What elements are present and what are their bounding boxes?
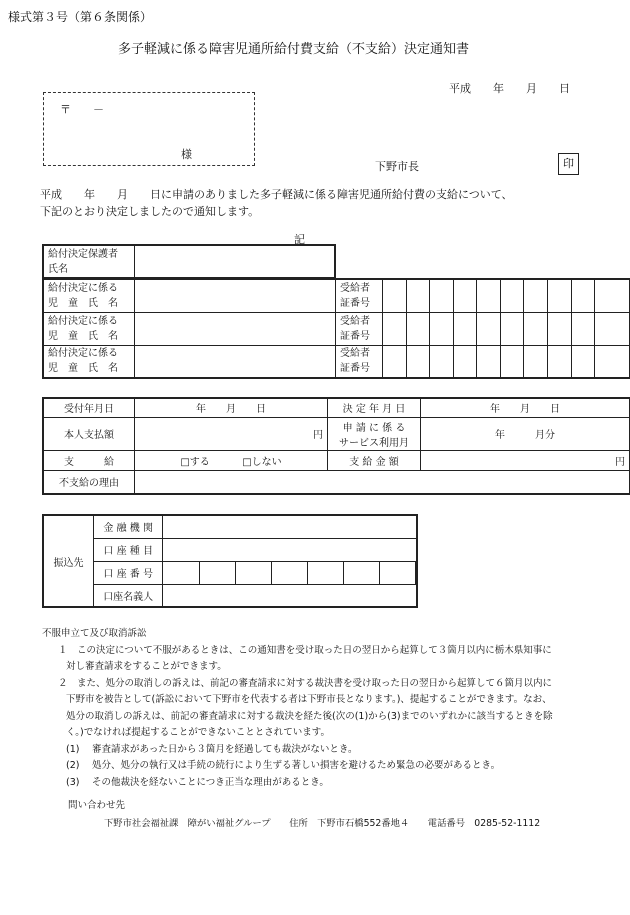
cert-no-digit-cell[interactable]: [595, 312, 630, 345]
guardian-name-cell[interactable]: [135, 245, 336, 278]
cert-no-digit-cell[interactable]: [595, 279, 630, 312]
cert-no-digit-cell[interactable]: [500, 345, 524, 378]
honorific: 様: [181, 148, 192, 161]
cert-no-label: 受給者 証番号: [336, 312, 383, 345]
account-no-digit-cell[interactable]: [379, 561, 415, 584]
self-pay-value[interactable]: 円: [135, 417, 328, 450]
self-pay-label: 本人支払額: [43, 417, 135, 450]
cert-no-digit-cell[interactable]: [383, 312, 407, 345]
child-name-label: 給付決定に係る 児 童 氏 名: [43, 345, 135, 378]
account-type-label: 口 座 種 目: [93, 538, 162, 561]
payment-options: [135, 450, 328, 470]
cert-no-digit-cell[interactable]: [477, 345, 501, 378]
cert-no-digit-cell[interactable]: [453, 279, 477, 312]
ki-marker: 記: [294, 233, 305, 246]
notes-heading: 不服申立て及び取消訴訟: [42, 628, 147, 639]
decision-table: [42, 397, 630, 495]
guardian-label: 給付決定保護者 氏名: [43, 245, 135, 278]
service-month-value[interactable]: 年 月分: [421, 417, 630, 450]
cert-no-digit-cell[interactable]: [571, 279, 595, 312]
account-name-label: 口座名義人: [93, 584, 162, 607]
document-title: 多子軽減に係る障害児通所給付費支給（不支給）決定通知書: [118, 42, 470, 57]
cert-no-digit-cell[interactable]: [430, 312, 454, 345]
account-no-digit-cell[interactable]: [416, 561, 418, 584]
cert-no-digit-cell[interactable]: [453, 312, 477, 345]
cert-no-digit-cell[interactable]: [571, 345, 595, 378]
child-name-label: 給付決定に係る 児 童 氏 名: [43, 279, 135, 312]
child-name-cell[interactable]: [135, 345, 336, 378]
note-sub-1: (1) 審査請求があった日から３箇月を経過しても裁決がないとき。: [66, 744, 358, 755]
cert-no-digit-cell[interactable]: [547, 279, 571, 312]
contact-heading: 問い合わせ先: [68, 800, 126, 811]
account-no-digit-cell[interactable]: [199, 561, 235, 584]
note-sub-2: (2) 処分、処分の執行又は手続の続行により生ずる著しい損害を避けるため緊急の必要があるとき。: [66, 760, 501, 771]
address-box: [43, 92, 255, 166]
child-row: [43, 312, 630, 345]
cert-no-digit-cell[interactable]: [500, 312, 524, 345]
cert-no-digit-cell[interactable]: [383, 345, 407, 378]
cert-no-digit-cell[interactable]: [524, 345, 548, 378]
note-2d: く。)でなければ提起することができないこととされています。: [66, 727, 331, 738]
child-row: [43, 345, 630, 378]
transfer-label: 振込先: [43, 515, 93, 607]
note-sub-3: (3) その他裁決を経ないことにつき正当な理由があるとき。: [66, 777, 329, 788]
service-month-label: 申 請 に 係 る サービス利用月: [328, 417, 421, 450]
seal-stamp: 印: [558, 153, 579, 175]
bank-value[interactable]: [163, 515, 417, 538]
cert-no-digit-cell[interactable]: [524, 279, 548, 312]
issuer-name: 下野市長: [375, 160, 419, 173]
cert-no-digit-cell[interactable]: [453, 345, 477, 378]
issue-date: 平成 年 月 日: [449, 82, 570, 95]
cert-no-label: 受給者 証番号: [336, 345, 383, 378]
cert-no-digit-cell[interactable]: [547, 312, 571, 345]
body-line-1: 平成 年 月 日に申請のありました多子軽減に係る障害児通所給付費の支給について、: [40, 188, 513, 201]
cert-no-digit-cell[interactable]: [547, 345, 571, 378]
receipt-date-label: 受付年月日: [43, 398, 135, 417]
cert-no-label: 受給者 証番号: [336, 279, 383, 312]
form-number: 様式第３号（第６条関係）: [8, 10, 153, 24]
cert-no-digit-cell[interactable]: [477, 312, 501, 345]
cert-no-digit-cell[interactable]: [406, 279, 430, 312]
child-name-cell[interactable]: [135, 312, 336, 345]
note-2a: ２ また、処分の取消しの訴えは、前記の審査請求に対する裁決書を受け取った日の翌日から起算して６箇月以内に: [58, 678, 553, 689]
cert-no-digit-cell[interactable]: [524, 312, 548, 345]
account-no-digit-cell[interactable]: [235, 561, 271, 584]
account-no-digit-cell[interactable]: [343, 561, 379, 584]
account-no-digit-cell[interactable]: [271, 561, 307, 584]
decision-date-value[interactable]: 年 月 日: [421, 398, 630, 417]
receipt-date-value[interactable]: 年 月 日: [135, 398, 328, 417]
account-no-digit-cell[interactable]: [307, 561, 343, 584]
contact-line: 下野市社会福祉課 障がい福祉グループ 住所 下野市石橋552番地４ 電話番号 0285-52-1112: [104, 818, 541, 829]
postal-mark: 〒 －: [60, 103, 104, 116]
cert-no-digit-cell[interactable]: [383, 279, 407, 312]
account-name-value[interactable]: [163, 584, 417, 607]
payment-amount-value[interactable]: 円: [421, 450, 630, 470]
reason-value[interactable]: [135, 470, 630, 494]
guardian-table: [42, 244, 336, 279]
cert-no-digit-cell[interactable]: [430, 279, 454, 312]
children-table: [42, 278, 630, 379]
cert-no-digit-cell[interactable]: [477, 279, 501, 312]
transfer-table: [42, 514, 418, 608]
cert-no-digit-cell[interactable]: [406, 345, 430, 378]
payment-amount-label: 支 給 金 額: [328, 450, 421, 470]
cert-no-digit-cell[interactable]: [430, 345, 454, 378]
option-yes-checkbox[interactable]: □する: [180, 456, 210, 468]
note-2b: 下野市を被告として(訴訟において下野市を代表する者は下野市長となります。)、提起することができます。なお、: [66, 694, 552, 705]
child-name-cell[interactable]: [135, 279, 336, 312]
note-2c: 処分の取消しの訴えは、前記の審査請求に対する裁決を経た後(次の(1)から(3)までのいずれかに該当するときを除: [66, 711, 553, 722]
child-row: [43, 279, 630, 312]
payment-label: 支 給: [43, 450, 135, 470]
option-no-checkbox[interactable]: □しない: [242, 456, 282, 468]
body-line-2: 下記のとおり決定しましたので通知します。: [40, 205, 260, 218]
cert-no-digit-cell[interactable]: [500, 279, 524, 312]
note-1a: １ この決定について不服があるときは、この通知書を受け取った日の翌日から起算して３箇月以内に栃木県知事に: [58, 645, 552, 656]
cert-no-digit-cell[interactable]: [595, 345, 630, 378]
child-name-label: 給付決定に係る 児 童 氏 名: [43, 312, 135, 345]
account-no-label: 口 座 番 号: [93, 561, 162, 584]
cert-no-digit-cell[interactable]: [406, 312, 430, 345]
bank-label: 金 融 機 関: [93, 515, 162, 538]
cert-no-digit-cell[interactable]: [571, 312, 595, 345]
note-1b: 対し審査請求をすることができます。: [66, 661, 227, 672]
reason-label: 不支給の理由: [43, 470, 135, 494]
account-no-digit-cell[interactable]: [163, 561, 199, 584]
account-type-value[interactable]: [163, 538, 417, 561]
decision-date-label: 決 定 年 月 日: [328, 398, 421, 417]
